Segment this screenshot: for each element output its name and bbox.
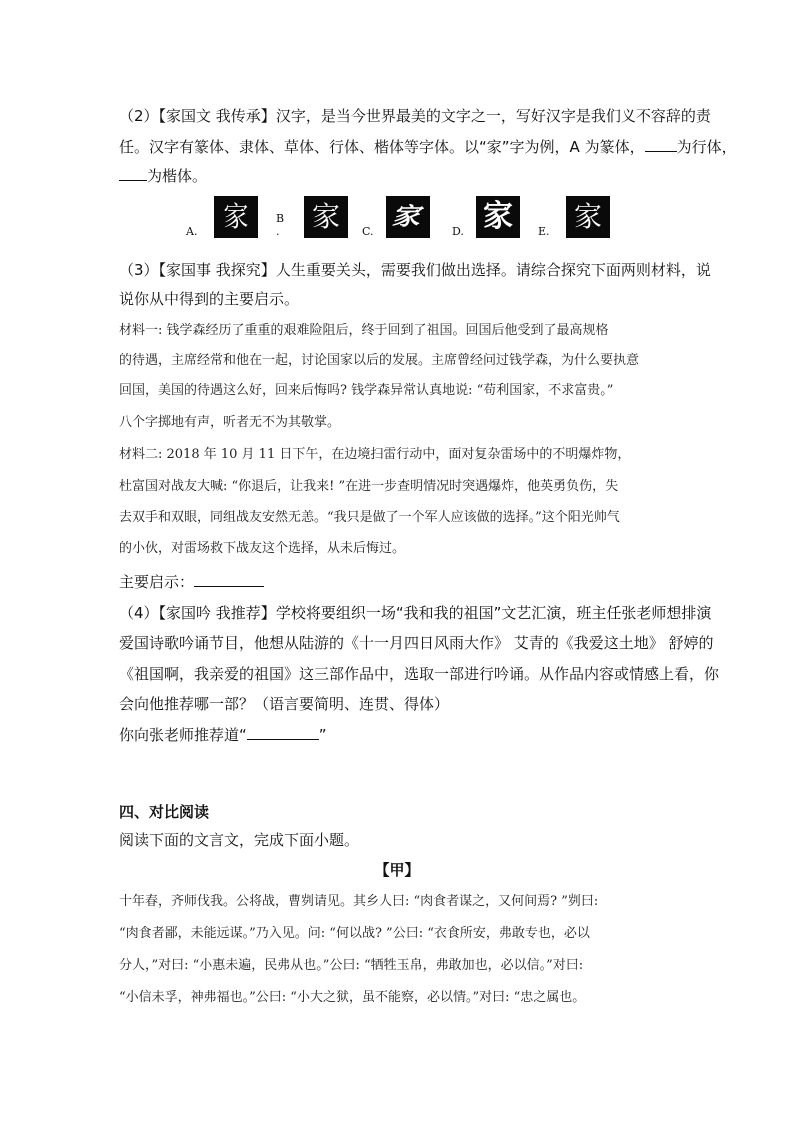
- q2-line-3: [119, 166, 207, 186]
- q3-line-1: （3）【家国事 我探究】人生重要关头，需要我们做出选择。请综合探究下面两则材料，说: [119, 261, 711, 279]
- passage-title: 【甲】: [374, 861, 420, 879]
- q2-line-2-text: 任。汉字有篆体、隶体、草体、行体、楷体等字体。以“家”字为例，A 为篆体，: [119, 138, 645, 156]
- material-2-line-2: 杜富国对战友大喊: “你退后，让我来! ”在进一步查明情况时突遇爆炸，他英勇负伤，失: [119, 479, 619, 494]
- option-d-label: D.: [452, 225, 464, 238]
- option-a-label: A.: [186, 225, 198, 238]
- option-d-glyph: 家: [483, 199, 513, 234]
- q3-line-2: 说你从中得到的主要启示。: [119, 290, 300, 308]
- option-b-image: [304, 196, 348, 238]
- material-2-line-4: 的小伙，对雷场救下战友这个选择，从未后悔过。: [119, 541, 406, 556]
- q4-line-5-close: ”: [318, 726, 327, 744]
- q2-line-2: [119, 137, 737, 157]
- calligraphy-options: [186, 196, 626, 240]
- option-b-glyph: 家: [311, 200, 340, 233]
- q3-answer-blank[interactable]: [194, 572, 264, 587]
- option-c-label: C.: [362, 225, 374, 238]
- q4-line-2: 爱国诗歌吟诵节目，他想从陆游的《十一月四日风雨大作》 艾青的《我爱这土地》 舒婷的: [119, 634, 714, 652]
- option-e-glyph: 家: [573, 201, 602, 232]
- option-b-label: B .: [276, 212, 285, 238]
- q2-line-2-tail: 为行体，: [676, 138, 737, 156]
- option-a-glyph: 家: [223, 200, 249, 233]
- material-1-line-1: 材料一: 钱学森经历了重重的艰难险阻后，终于回到了祖国。回国后他受到了最高规格: [119, 323, 609, 338]
- passage-line-2: “肉食者鄙，未能远谋。”乃入见。问: “何以战? ”公曰: “衣食所安，弗敢专也，必以: [119, 926, 590, 941]
- q4-line-1: （4）【家国吟 我推荐】学校将要组织一场“我和我的祖国”文艺汇演，班主任张老师想排演: [119, 604, 712, 622]
- material-1-line-2: 的待遇，主席经常和他在一起，讨论国家以后的发展。主席曾经问过钱学森，为什么要执意: [119, 353, 640, 368]
- q2-line-1: （2）【家国文 我传承】汉字，是当今世界最美的文字之一，写好汉字是我们义不容辞的责: [119, 107, 711, 125]
- section-4-instruction: 阅读下面的文言文，完成下面小题。: [119, 831, 360, 849]
- option-e-image: [566, 196, 610, 238]
- q2-line-3-text: 为楷体。: [147, 167, 208, 185]
- q4-line-3: 《祖国啊，我亲爱的祖国》这三部作品中，选取一部进行吟诵。从作品内容或情感上看，你: [119, 665, 720, 683]
- q4-answer-blank[interactable]: [247, 725, 319, 740]
- answer-blank-cursive[interactable]: [645, 137, 677, 152]
- option-c-image: [386, 196, 430, 238]
- option-e-label: E.: [538, 225, 550, 238]
- option-d-image: [476, 196, 520, 238]
- section-4-heading: 四、对比阅读: [119, 803, 210, 821]
- passage-line-4: “小信未孚，神弗福也。”公曰: “小大之狱，虽不能察，必以情。”对曰: “忠之属也。: [119, 990, 586, 1005]
- q4-line-5: [119, 725, 327, 745]
- option-c-glyph: 家: [389, 202, 427, 231]
- q3-answer-label: 主要启示：: [119, 573, 195, 591]
- material-1-line-4: 八个字掷地有声，听者无不为其敬掌。: [119, 415, 341, 430]
- passage-line-1: 十年春，齐师伐我。公将战，曹刿请见。其乡人曰: “肉食者谋之，又何间焉? ”刿曰:: [119, 894, 599, 909]
- q3-answer-line: [119, 572, 264, 592]
- q4-line-5-text: 你向张老师推荐道“: [119, 726, 247, 744]
- option-a-image: [214, 196, 258, 238]
- material-2-line-3: 去双手和双眼，同组战友安然无恙。“我只是做了一个军人应该做的选择。”这个阳光帅气: [119, 510, 620, 525]
- material-2-line-1: 材料二: 2018 年 10 月 11 日下午，在边境扫雷行动中，面对复杂雷场中的不明爆炸物，: [119, 447, 631, 462]
- passage-line-3: 分人，”对曰: “小惠未遍，民弗从也。”公曰: “牺牲玉帛，弗敢加也，必以信。”对曰:: [119, 958, 584, 973]
- material-1-line-3: 回国，美国的待遇这么好，回来后悔吗? 钱学森异常认真地说: “苟利国家，不求富贵。”: [119, 383, 614, 398]
- q4-line-4: 会向他推荐哪一部？（语言要简明、连贯、得体）: [119, 695, 450, 713]
- answer-blank-regular[interactable]: [119, 166, 147, 181]
